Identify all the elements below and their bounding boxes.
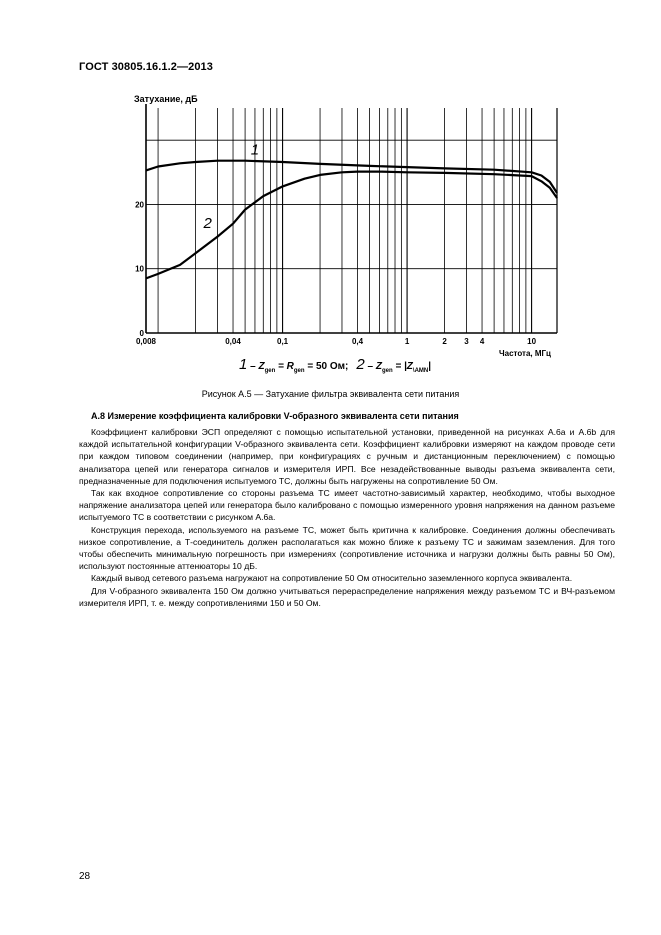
series-annotation: 1: [250, 141, 260, 159]
figure-caption: Рисунок А.5 — Затухание фильтра эквивалента сети питания: [201, 389, 460, 399]
legend-item1-sub: gen: [264, 368, 276, 374]
x-tick-label: 1: [404, 337, 410, 346]
legend-item2-sub2: \AMN: [412, 368, 429, 374]
chart-legend: [239, 356, 431, 374]
attenuation-chart-svg: [0, 0, 661, 400]
legend-item2-end: |: [428, 361, 432, 372]
x-axis-label: Частота, МГц: [499, 349, 551, 358]
chart-annotations: [202, 141, 259, 232]
section-title: А.8 Измерение коэффициента калибровки V-образного эквивалента сети питания: [91, 411, 459, 421]
paragraph: Каждый вывод сетевого разъема нагружают на сопротивление 50 Ом относительно заземленного корпуса эквивалента.: [91, 573, 573, 584]
paragraph: Так как входное сопротивление со стороны разъема ТС имеет частотно-зависимый характер, необходимо, чтобы выходное напряжение анализатора цепей или генератора было калибровано с помощью измеренного уровня напряжения на данном разъеме испытуемого ТС в соответствии с рисунком А.6а.: [79, 488, 615, 523]
x-tick-label: 0,4: [351, 337, 364, 346]
x-tick-label: 0,04: [225, 337, 241, 346]
y-axis-label: Затухание, дБ: [134, 94, 198, 104]
y-tick-label: 20: [135, 200, 144, 210]
legend-item2-eq: = |Z: [392, 361, 413, 372]
x-tick-label: 2: [442, 337, 447, 346]
attenuation-chart: [0, 0, 661, 400]
x-tick-label: 3: [464, 337, 469, 346]
legend-item2-number: 2: [356, 356, 365, 373]
legend-item1-eq: = R: [275, 361, 294, 372]
paragraph: Для V-образного эквивалента 150 Ом должно учитываться перераспределение напряжения между разъемом ТС и ВЧ-разъемом измерителя ИРП, т. е. между сопротивлениями 150 и 50 Ом.: [79, 585, 615, 608]
legend-item2-text: – Z: [364, 361, 382, 372]
section-body: [79, 426, 615, 609]
document-header: ГОСТ 30805.16.1.2—2013: [79, 61, 213, 73]
svg-text:1 – Zgen = Rgen = 50 Ом;2 – Zg: [239, 356, 431, 374]
legend-item1-text: – Z: [247, 361, 265, 372]
y-tick-label: 10: [135, 264, 144, 274]
series-line-1: [146, 161, 557, 193]
legend-item1-value: = 50 Ом;: [304, 361, 349, 372]
legend-item2-sub: gen: [381, 368, 393, 374]
x-tick-label: 10: [527, 337, 537, 346]
x-tick-label: 4: [479, 337, 485, 346]
legend-item1-number: 1: [239, 356, 248, 373]
paragraph: Коэффициент калибровки ЭСП определяют с помощью испытательной установки, приведенной на рисунках А.6а и А.6b для каждой испытательной конфигурации V-образного эквивалента сети. Коэффициент калибровки измеряют на каждом проводе сети при каждом типовом соединении (например, при конфигурациях с ручным и дистанционным переключением) с помощью анализатора цепей или генератора сигналов и измерителя ИРП. Все незадействованные выводы разъема эквивалента сети, предназначенные для подключения испытуемого ТС, должны быть нагружены на сопротивление 50 Ом.: [79, 427, 615, 486]
page-number: 28: [79, 871, 91, 882]
paragraph: Конструкция перехода, используемого на разъеме ТС, может быть критична к калибровке. Соединения должны обеспечивать низкое сопротивление, а Т-соединитель должен располагаться как можно ближе к разъему ТС и зажимам заземления. Для того чтобы обеспечить минимальную погрешность при измерениях (сопротивление источника и нагрузки должны быть равны 50 Ом), используют постоянные аттенюаторы 10 дБ.: [79, 524, 615, 572]
legend-item1-sub2: gen: [293, 368, 305, 374]
x-tick-label: 0,008: [135, 337, 157, 346]
x-tick-label: 0,1: [277, 337, 289, 346]
y-tick-label: 0: [139, 329, 144, 338]
series-annotation: 2: [203, 215, 212, 233]
